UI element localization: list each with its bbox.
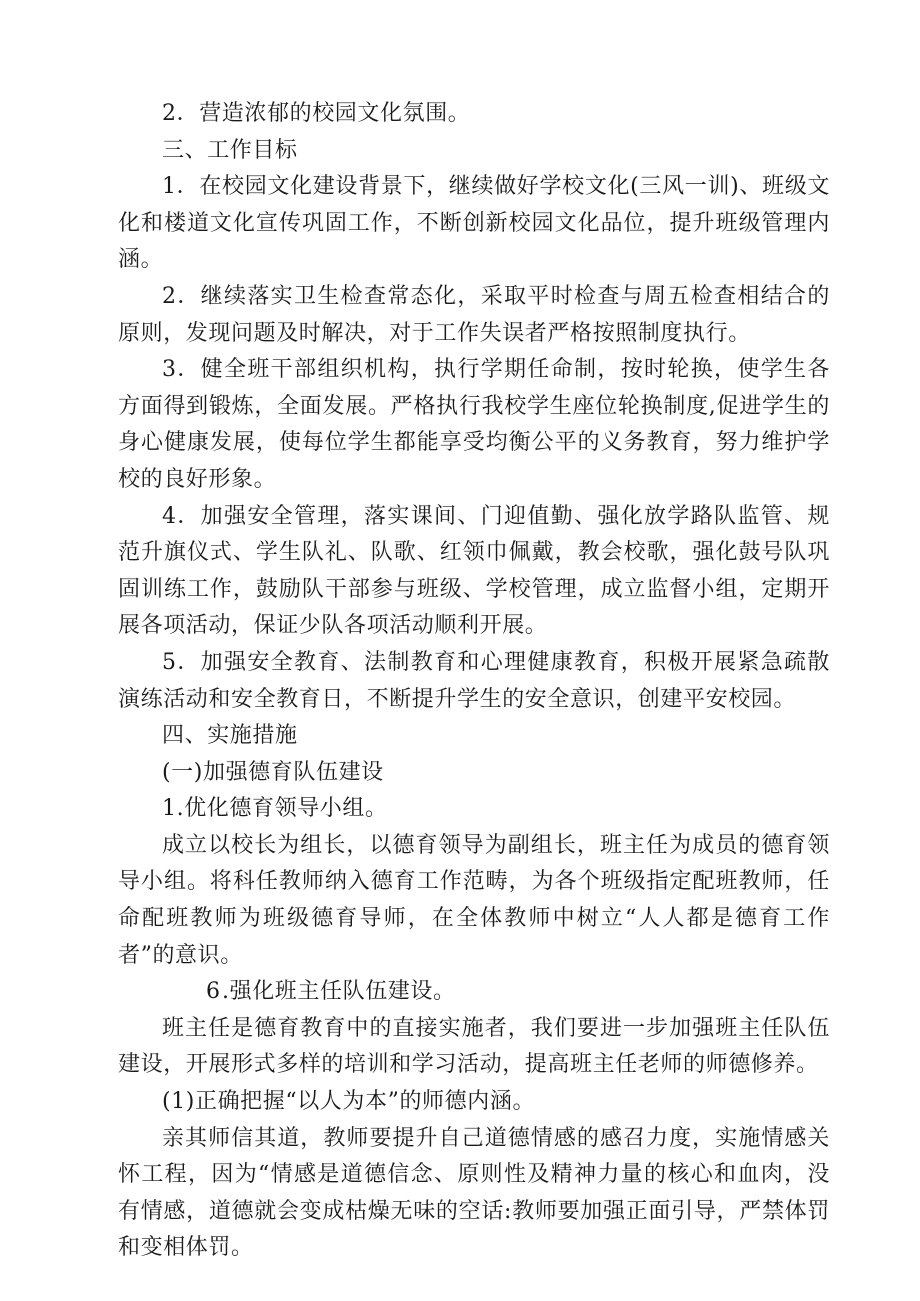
paragraph-goal-5: 5．加强安全教育、法制教育和心理健康教育，积极开展紧急疏散演练活动和安全教育日，不断提升学生的安全意识，创建平安校园。 (118, 649, 830, 712)
paragraph-leadership-group: 成立以校长为组长，以德育领导为副组长，班主任为成员的德育领导小组。将科任教师纳入德育工作范畴，为各个班级指定配班教师，任命配班教师为班级德育导师，在全体教师中树立“人人都是德育工作者”的意识。 (118, 832, 830, 968)
subheading-team-building: (一)加强德育队伍建设 (162, 759, 384, 785)
paragraph-goal-2: 2．继续落实卫生检查常态化，采取平时检查与周五检查相结合的原则，发现问题及时解决，对于工作失误者严格按照制度执行。 (118, 283, 830, 346)
subheading-item-6 (118, 974, 830, 1011)
item-6-text: .强化班主任队伍建设。 (222, 979, 456, 1005)
paragraph-goal-3: 3．健全班干部组织机构，执行学期任命制，按时轮换，使学生各方面得到锻炼，全面发展。严格执行我校学生座位轮换制度,促进学生的身心健康发展，使每位学生都能享受均衡公平的义务教育，努力维护学校的良好形象。 (118, 357, 830, 492)
paragraph-head-teacher: 班主任是德育教育中的直接实施者，我们要进一步加强班主任队伍建设，开展形式多样的培训和学习活动，提高班主任老师的师德修养。 (118, 1015, 830, 1078)
section-heading-goals: 三、工作目标 (162, 137, 298, 163)
item-6-number: 6 (206, 979, 221, 1005)
subheading-optimize-group: 1.优化德育领导小组。 (162, 796, 388, 822)
document-page (118, 96, 830, 1267)
section-heading-measures: 四、实施措施 (162, 723, 298, 749)
paragraph-goal-4: 4．加强安全管理，落实课间、门迎值勤、强化放学路队监管、规范升旗仪式、学生队礼、队歌、红领巾佩戴，教会校歌，强化鼓号队巩固训练工作，鼓励队干部参与班级、学校管理，成立监督小组，定期开展各项活动，保证少队各项活动顺利开展。 (118, 503, 830, 639)
paragraph-goal-1: 1．在校园文化建设背景下，继续做好学校文化(三风一训)、班级文化和楼道文化宣传巩固工作，不断创新校园文化品位，提升班级管理内涵。 (118, 174, 830, 273)
subheading-people-oriented: (1)正确把握“以人为本”的师德内涵。 (162, 1089, 536, 1115)
paragraph-item-2: 2．营造浓郁的校园文化氛围。 (162, 101, 471, 126)
paragraph-emotion: 亲其师信其道，教师要提升自己道德情感的感召力度，实施情感关怀工程，因为“情感是道德信念、原则性及精神力量的核心和血肉，没有情感，道德就会变成枯燥无味的空话:教师要加强正面引导，严禁体罚和变相体罚。 (118, 1125, 830, 1261)
